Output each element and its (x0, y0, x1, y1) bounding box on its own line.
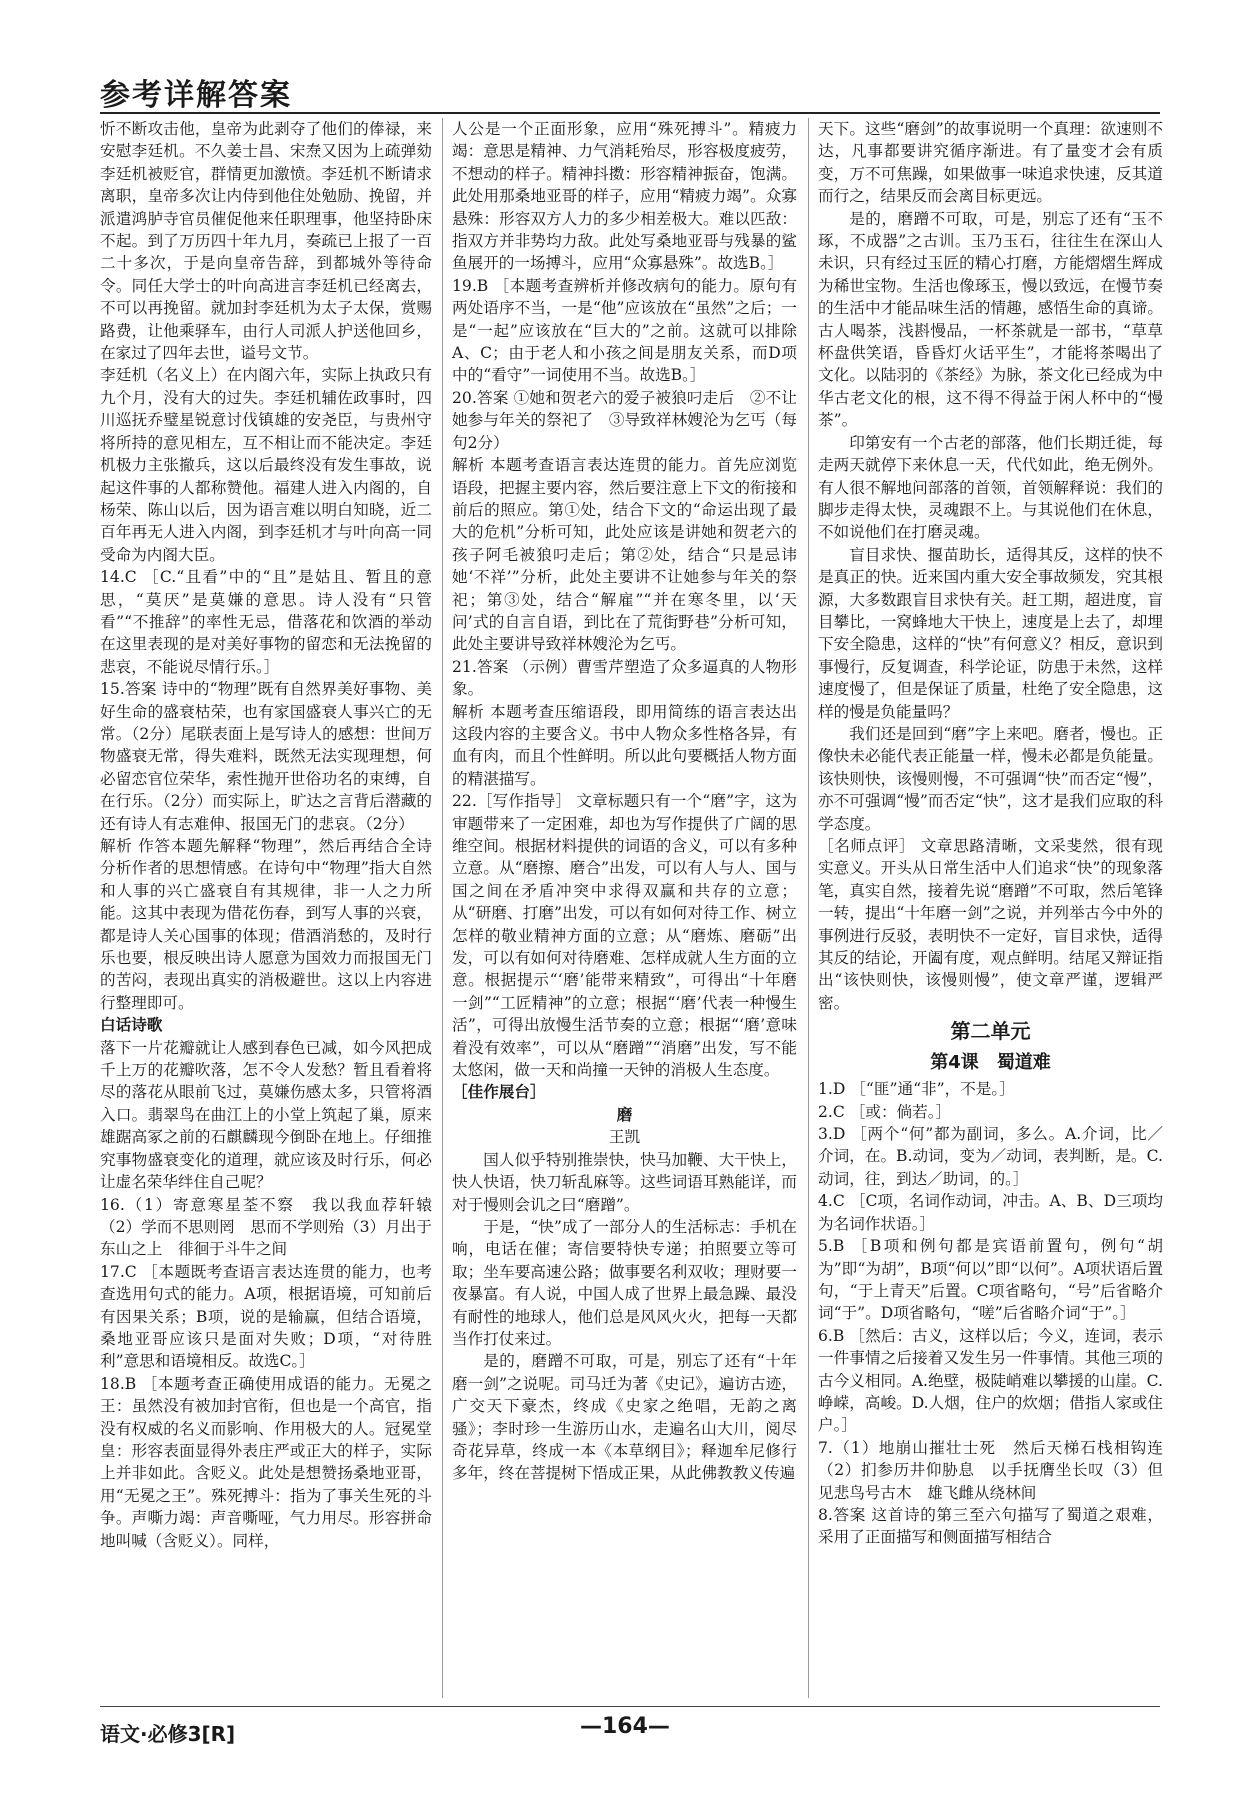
paragraph: ［名师点评］ 文章思路清晰，文采斐然，很有现实意义。开头从日常生活中人们追求“快”的现象落笔，真实自然，接着先说“磨蹭”不可取，然后笔锋一转，提出“十年磨一剑”之说，并列举古今中外的事例进行反驳，表明快不一定好，盲目求快，适得其反的结论，开阖有度，观点鲜明。结尾又辩证指出“该快则快，该慢则慢”，使文章严谨，逻辑严密。 (818, 837, 1163, 1012)
paragraph: 4.C ［C项，名词作动词，冲击。A、B、D三项均为名词作状语。］ (818, 1192, 1163, 1233)
paragraph: 忻不断攻击他，皇帝为此剥夺了他们的俸禄，来安慰李廷机。不久姜士昌、宋焘又因为上疏弹劾李廷机被贬官，群情更加激愤。李廷机不断请求离职，皇帝多次让内侍到他住处勉励、挽留，并派遣鸿胪寺官员催促他来任职理事，他坚持卧床不起。到了万历四十年九月，奏疏已上报了一百二十多次，于是向皇帝告辞，到都城外等待命令。同任大学士的叶向高进言李廷机已经离去，不可以再挽留。就加封李廷机为太子太保，赏赐路费，让他乘驿车，由行人司派人护送他回乡，在家过了四年去世，谥号文节。 (100, 120, 432, 363)
paragraph: 人公是一个正面形象，应用“殊死搏斗”。精疲力竭：意思是精神、力气消耗殆尽，形容极度疲劳，不想动的样子。精神抖擞：形容精神振奋，饱满。此处用那桑地亚哥的样子，应用“精疲力竭”。众寡悬殊：形容双方人力的多少相差极大。难以匹敌：指双方并非势均力敌。此处写桑地亚哥与残暴的鲨鱼展开的一场搏斗，应用“众寡悬殊”。故选B。］ (452, 120, 797, 273)
paragraph: 印第安有一个古老的部落，他们长期迁徙，每走两天就停下来休息一天，代代如此，绝无例外。有人很不解地问部落的首领，首领解释说：我们的脚步走得太快，灵魂跟不上。与其说他们在休息，不如说他们在打磨灵魂。 (818, 433, 1163, 542)
section-heading: 白话诗歌 (100, 1016, 163, 1035)
paragraph: 7.（1）地崩山摧壮士死 然后天梯石栈相钩连（2）扪参历井仰胁息 以手抚膺坐长叹（3）但见悲鸟号古木 雄飞雌从绕林间 (818, 1438, 1163, 1502)
paragraph: 解析 本题考查压缩语段，即用简练的语言表达出这段内容的主要含义。书中人物众多性格各异，有血有肉，而且个性鲜明。所以此句要概括人物方面的精湛描写。 (452, 702, 797, 788)
paragraph: 16.（1）寄意寒星荃不察 我以我血荐轩辕（2）学而不思则罔 思而不学则殆（3）月出于东山之上 徘徊于斗牛之间 (100, 1195, 432, 1259)
paragraph: 18.B ［本题考查正确使用成语的能力。无冕之王：虽然没有被加封官衔，但也是一个高官，指没有权威的名义而影响、作用极大的人。冠冕堂皇：形容表面显得外表庄严或正大的样子，实际上并非如此。含贬义。此处是想赞扬桑地亚哥，用“无冕之王”。殊死搏斗：指为了事关生死的斗争。声嘶力竭：声音嘶哑，气力用尽。形容拼命地叫喊（含贬义）。同样， (100, 1374, 432, 1550)
paragraph: 22.［写作指导］ 文章标题只有一个“磨”字，这为审题带来了一定困难，却也为写作提供了广阔的思维空间。根据材料提供的词语的含义，可以有多种立意。从“磨擦、磨合”出发，可以有人与人、国与国之间在矛盾冲突中求得双赢和共存的立意；从“研磨、打磨”出发，可以有如何对待工作、树立怎样的敬业精神方面的立意；从“磨炼、磨砺”出发，可以有如何对待磨难、怎样成就人生方面的立意。根据提示“‘磨’能带来精致”，可得出“十年磨一剑”“工匠精神”的立意；根据“‘磨’代表一种慢生活”，可得出放慢生活节奏的立意；根据“‘磨’意味着没有效率”，可以从“磨蹭”“消磨”出发，写不能太悠闲，做一天和尚撞一天钟的消极人生态度。 (452, 792, 797, 1080)
paragraph: 14.C ［C.“且看”中的“且”是姑且、暂且的意思，“莫厌”是莫嫌的意思。诗人没有“只管看”“不推辞”的率性无忌，借落花和饮酒的举动在这里表现的是对美好事物的留恋和无法挽留的悲哀，不能说尽情行乐。］ (100, 568, 432, 676)
section-heading: ［佳作展台］ (452, 1082, 546, 1102)
paragraph: 盲目求快、揠苗助长，适得其反，这样的快不是真正的快。近来国内重大安全事故频发，究其根源，大多数跟盲目求快有关。赶工期，超进度，盲目攀比，一窝蜂地大干快上，速度是上去了，却埋下安全隐患，这样的“快”有何意义？相反，意识到事慢行，反复调查，科学论证，防患于未然，这样速度慢了，但是保证了质量，杜绝了安全隐患，这样的慢是负能量吗？ (818, 545, 1163, 721)
paragraph: 8.答案 这首诗的第三至六句描写了蜀道之艰难，采用了正面描写和侧面描写相结合 (818, 1505, 1163, 1547)
paragraph: 是的，磨蹭不可取，可是，别忘了还有“十年磨一剑”之说呢。司马迁为著《史记》，遍访古迹，广交天下豪杰，终成《史家之绝唱，无韵之离骚》；李时珍一生游历山水，走遍名山大川，阅尽奇花异草，终成一本《本草纲目》；释迦牟尼修行多年，终在菩提树下悟成正果，从此佛教教义传遍 (452, 1352, 797, 1483)
essay-author: 王凯 (608, 1128, 641, 1147)
paragraph: 19.B ［本题考查辨析并修改病句的能力。原句有两处语序不当，一是“他”应该放在“虽然”之后；一是“一起”应该放在“巨大的”之前。这就可以排除A、C；由于老人和小孩之间是朋友关系，而D项中的“看守”一词使用不当。故选B。］ (452, 276, 797, 385)
paragraph: 解析 作答本题先解释“物理”，然后再结合全诗分析作者的思想情感。在诗句中“物理”指大自然和人事的兴亡盛衰自有其规律，非一人之力所能。这其中表现为借花伤春，到写人事的兴衰，都是诗人关心国事的体现；借酒消愁的，及时行乐也要，根反映出诗人愿意为国效力而报国无门的苦闷，表现出真实的消极避世。这以上内容进行整理即可。 (100, 837, 432, 1012)
paragraph: 是的，磨蹭不可取，可是，别忘了还有“玉不琢，不成器”之古训。玉乃玉石，往往生在深山人未识，只有经过玉匠的精心打磨，方能熠熠生辉成为稀世宝物。生活也像琢玉，慢以致远，在慢节奏的生活中才能品味生活的情趣，感悟生命的真谛。古人喝茶，浅斟慢品，一杯茶就是一部书，“草草杯盘供笑语，昏昏灯火话平生”，才能将茶喝出了文化。以陆羽的《茶经》为脉，茶文化已经成为中华古老文化的根，这不得不得益于闲人杯中的“慢茶”。 (818, 209, 1163, 430)
paragraph: 国人似乎特别推崇快，快马加鞭、大干快上，快人快语，快刀斩乱麻等。这些词语耳熟能详，而对于慢则会讥之曰“磨蹭”。 (452, 1150, 797, 1214)
paragraph: 2.C ［或：倘若。］ (818, 1102, 952, 1121)
essay-title: 磨 (616, 1104, 633, 1124)
paragraph: 6.B ［然后：古义，这样以后；今义，连词，表示一件事情之后接着又发生另一件事情。其他三项的古今义相同。A.绝壁，极陡峭难以攀援的山崖。C.峥嵘，高峻。D.人烟，住户的炊烟；借指人家或住户。］ (818, 1326, 1163, 1435)
page-header-title: 参考详解答案 (100, 78, 292, 113)
paragraph: 天下。这些“磨剑”的故事说明一个真理：欲速则不达，凡事都要讲究循序渐进。有了量变才会有质变，万不可焦躁，如果做事一味追求快速，反其道而行之，结果反而会离目标更远。 (818, 120, 1163, 206)
unit-title: 第二单元 (950, 1019, 1031, 1044)
paragraph: 解析 本题考查语言表达连贯的能力。首先应浏览语段，把握主要内容，然后要注意上下文的衔接和前后的照应。第①处，结合下文的“命运出现了最大的危机”分析可知，此处应该是讲她和贺老六的孩子阿毛被狼叼走后；第②处，结合“只是忌讳她‘不祥’”分析，此处主要讲不让她参与年关的祭祀；第③处，结合“解雇”“并在寒冬里，以‘天问’式的自言自语，到比在了荒街野巷”分析可知，此处主要讲导致祥林嫂沦为乞丐。 (452, 456, 797, 654)
column-divider (808, 118, 809, 1698)
column-divider (442, 118, 443, 1698)
text-column-2 (452, 118, 797, 1698)
paragraph: 我们还是回到“磨”字上来吧。磨者，慢也。正像快未必能代表正能量一样，慢未必都是负能量。该快则快，该慢则慢，不可强调“快”而否定“慢”，亦不可强调“慢”而否定“快”，这才是我们应取的科学态度。 (818, 724, 1163, 833)
paragraph: 1.D ［“匪”通“非”，不是。］ (818, 1080, 1015, 1099)
page-number: —164— (580, 1714, 670, 1739)
paragraph: 15.答案 诗中的“物理”既有自然界美好事物、美好生命的盛衰枯荣，也有家国盛衰人事兴亡的无常。（2分）尾联表面上是写诗人的感想：世间万物盛衰无常，得失难料，既然无法实现理想，何必留恋官位荣华，索性抛开世俗功名的束缚，自在行乐。（2分）而实际上，旷达之言背后潜藏的还有诗人有志难伸、报国无门的悲哀。（2分） (100, 680, 432, 833)
paragraph: 3.D ［两个“何”都为副词，多么。A.介词，比／介词，在。B.动词，变为／动词，表判断，是。C.动词，往，到达／助词，的。］ (818, 1125, 1163, 1188)
paragraph: 李廷机（名义上）在内阁六年，实际上执政只有九个月，没有大的过失。李廷机辅佐政事时，四川巡抚乔璧星锐意讨伐镇雄的安尧臣，与贵州守将所持的意见相左，互不相让而不能决定。李廷机极力主张撤兵，这以后最终没有发生事故，说起这件事的人都称赞他。福建人进入内阁的，自杨荣、陈山以后，因为语言难以明白知晓，近二百年再无人进入内阁，到李廷机才与叶向高一同受命为内阁大臣。 (100, 366, 432, 564)
paragraph: 20.答案 ①她和贺老六的爱子被狼叼走后 ②不让她参与年关的祭祀了 ③导致祥林嫂沦为乞丐（每句2分） (452, 388, 797, 452)
paragraph: 落下一片花瓣就让人感到春色已减，如今风把成千上万的花瓣吹落，怎不令人发愁？暂且看着将尽的落花从眼前飞过，莫嫌伤感太多，只管将酒入口。翡翠鸟在曲江上的小堂上筑起了巢，原来雄踞高冢之前的石麒麟现今倒卧在地上。仔细推究事物盛衰变化的道理，就应该及时行乐，何必让虚名荣华绊住自己呢？ (100, 1038, 432, 1192)
text-column-3 (818, 118, 1163, 1698)
text-column-1 (100, 118, 432, 1698)
footer-book-label: 语文·必修3[R] (100, 1722, 236, 1746)
lesson-title: 第4课 蜀道难 (930, 1052, 1051, 1074)
footer-divider (100, 1706, 1160, 1707)
paragraph: 于是，“快”成了一部分人的生活标志：手机在响，电话在催；寄信要特快专递；拍照要立等可取；坐车要高速公路；做事要名利双收；理财要一夜暴富。有人说，中国人成了世界上最急躁、最没有耐性的地球人，他们总是风风火火，把每一天都当作打仗来过。 (452, 1217, 797, 1348)
paragraph: 17.C ［本题既考查语言表达连贯的能力，也考查选用句式的能力。A项，根据语境，可知前后有因果关系；B项，说的是输赢，但结合语境，桑地亚哥应该只是面对失败；D项，“对待胜利”意思和语境相反。故选C。］ (100, 1262, 432, 1371)
header-divider (100, 112, 1160, 114)
paragraph: 5.B ［B项和例句都是宾语前置句，例句“胡为”即“为胡”，B项“何以”即“以何”。A项状语后置句，“于上青天”后置。C项省略句，“号”后省略介词“于”。D项省略句，“嗟”后省略介词“于”。］ (818, 1237, 1163, 1323)
paragraph: 21.答案 （示例）曹雪芹塑造了众多逼真的人物形象。 (452, 657, 797, 699)
